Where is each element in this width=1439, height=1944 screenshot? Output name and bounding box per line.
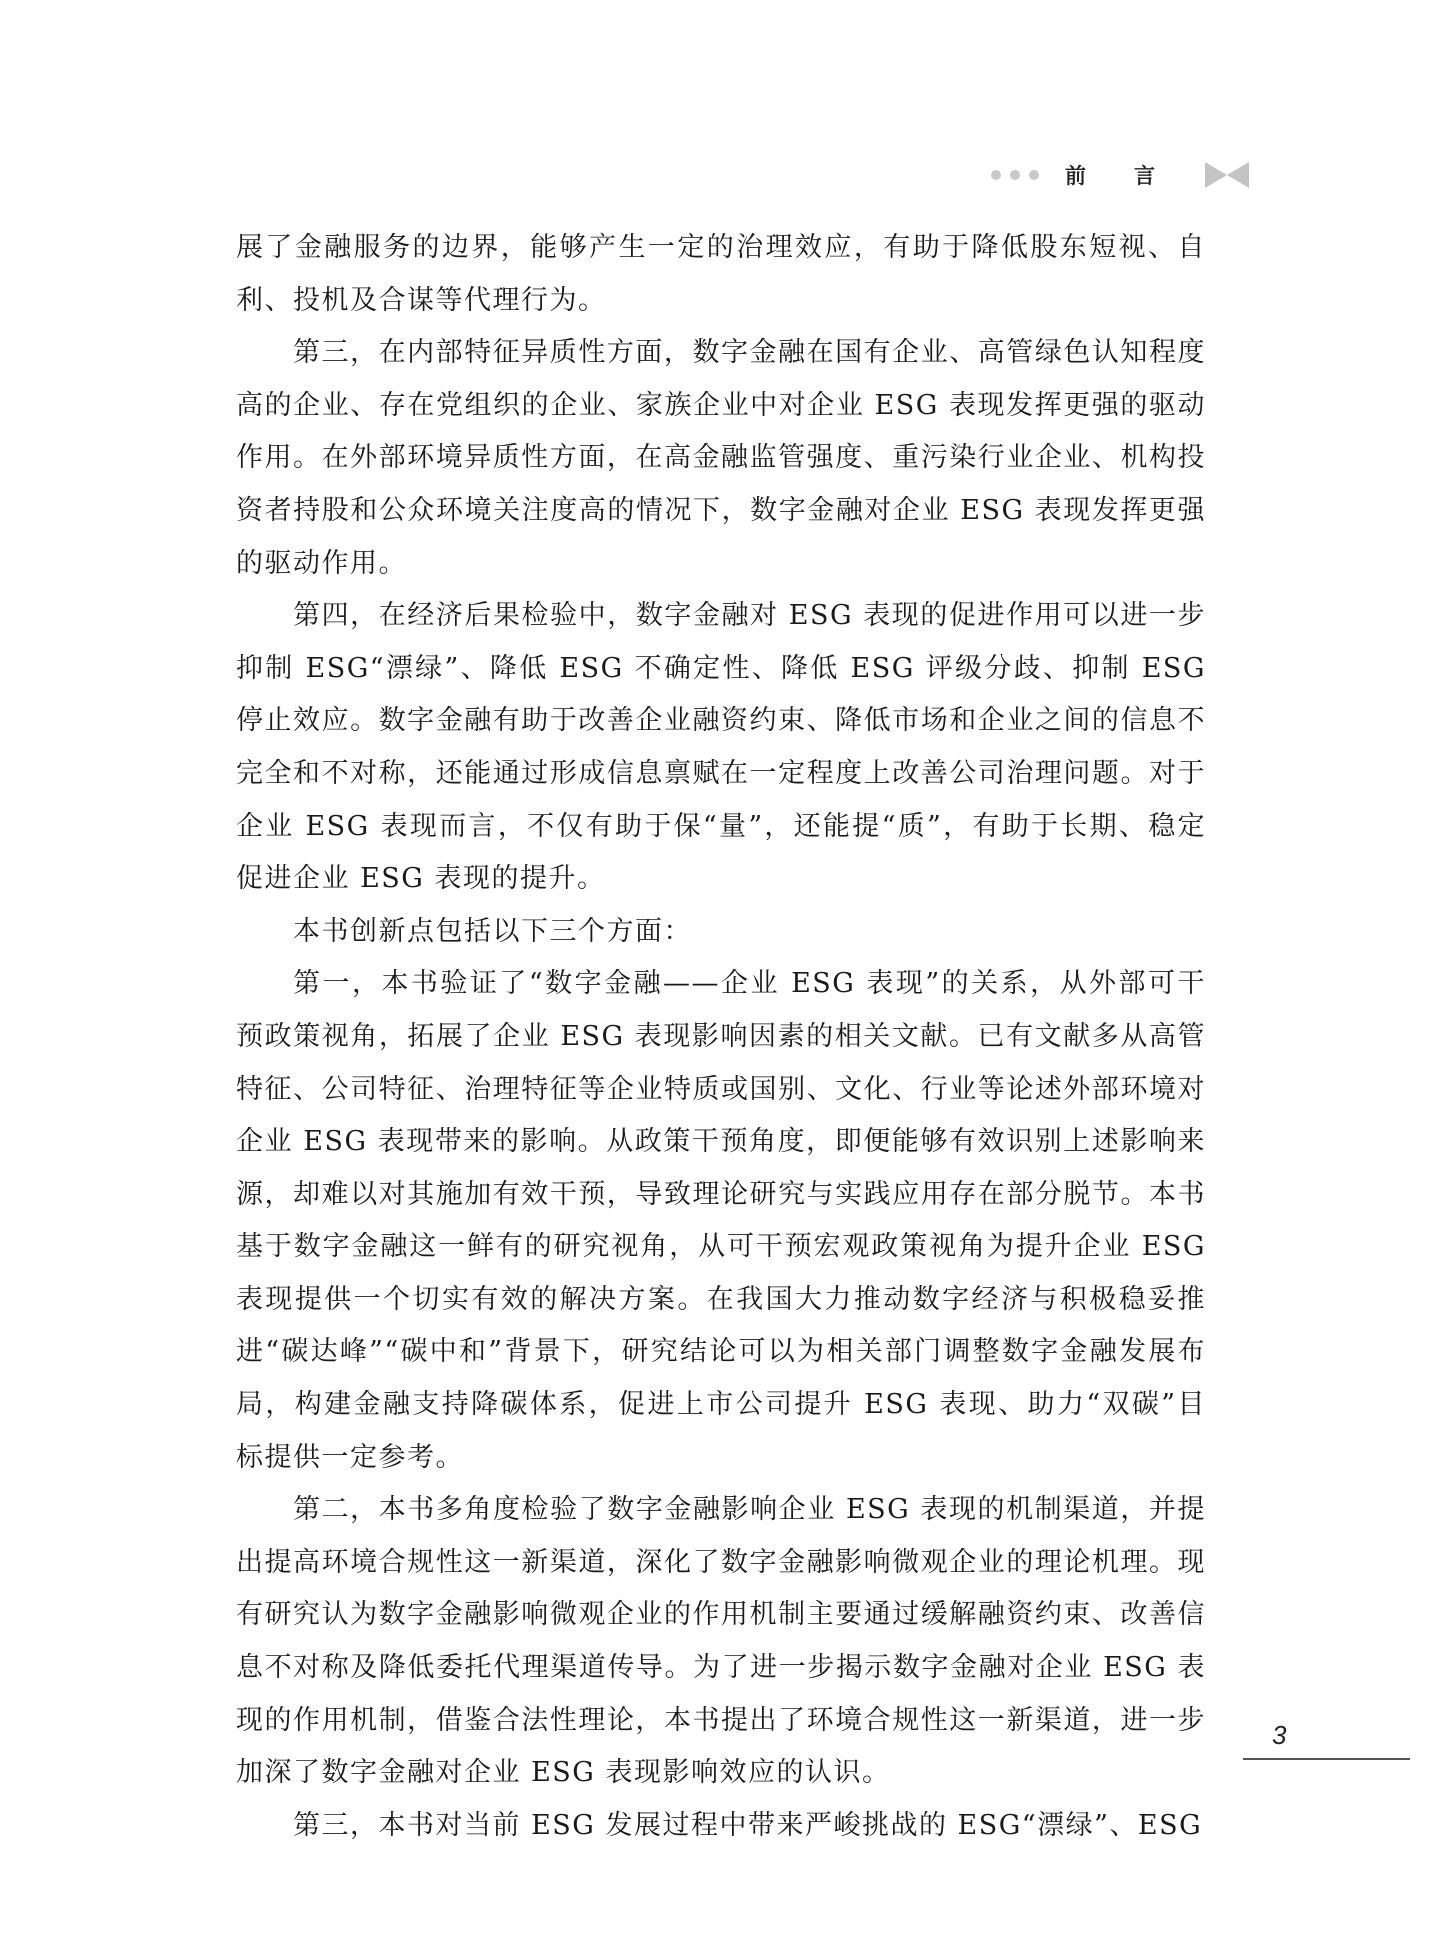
paragraph-economic-consequences: 第四，在经济后果检验中，数字金融对 ESG 表现的促进作用可以进一步抑制 ESG“漂绿”、降低 ESG 不确定性、降低 ESG 评级分歧、抑制 ESG 停止效应。数字金融有助于改善企业融资约束、降低市场和企业之间的信息不完全和不对称，还能通过形成信息禀赋在一定程度上改善公司治理问题。对于企业 ESG 表现而言，不仅有助于保“量”，还能提“质”，有助于长期、稳定促进企业 ESG 表现的提升。 xyxy=(236,600,1206,895)
page-number: 3 xyxy=(1272,1720,1287,1750)
running-title: 前言 xyxy=(1065,164,1203,188)
header-dot xyxy=(1010,170,1020,180)
paragraph-innovations-intro: 本书创新点包括以下三个方面： xyxy=(293,915,692,947)
header-dots xyxy=(991,170,1039,180)
paragraph-innovation-three: 第三，本书对当前 ESG 发展过程中带来严峻挑战的 ESG“漂绿”、ESG xyxy=(293,1809,1203,1841)
paragraph-innovation-one: 第一，本书验证了“数字金融——企业 ESG 表现”的关系，从外部可干预政策视角，拓展了企业 ESG 表现影响因素的相关文献。已有文献多从高管特征、公司特征、治理特征等企业特质或国别、文化、行业等论述外部环境对企业 ESG 表现带来的影响。从政策干预角度，即便能够有效识别上述影响来源，却难以对其施加有效干预，导致理论研究与实践应用存在部分脱节。本书基于数字金融这一鲜有的研究视角，从可干预宏观政策视角为提升企业 ESG 表现提供一个切实有效的解决方案。在我国大力推动数字经济与积极稳妥推进“碳达峰”“碳中和”背景下，研究结论可以为相关部门调整数字金融发展布局，构建金融支持降碳体系，促进上市公司提升 ESG 表现、助力“双碳”目标提供一定参考。 xyxy=(236,968,1206,1473)
body-text xyxy=(236,222,1206,1852)
page-number-rule xyxy=(1243,1758,1410,1760)
paragraph-innovation-two: 第二，本书多角度检验了数字金融影响企业 ESG 表现的机制渠道，并提出提高环境合规性这一新渠道，深化了数字金融影响微观企业的理论机理。现有研究认为数字金融影响微观企业的作用机制主要通过缓解融资约束、改善信息不对称及降低委托代理渠道传导。为了进一步揭示数字金融对企业 ESG 表现的作用机制，借鉴合法性理论，本书提出了环境合规性这一新渠道，进一步加深了数字金融对企业 ESG 表现影响效应的认识。 xyxy=(236,1494,1206,1789)
bowtie-ornament-icon xyxy=(1205,162,1249,188)
running-header xyxy=(991,160,1249,190)
header-dot xyxy=(991,170,1001,180)
header-dot xyxy=(1029,170,1039,180)
paragraph-continuation: 展了金融服务的边界，能够产生一定的治理效应，有助于降低股东短视、自利、投机及合谋等代理行为。 xyxy=(236,232,1206,316)
paragraph-heterogeneity: 第三，在内部特征异质性方面，数字金融在国有企业、高管绿色认知程度高的企业、存在党组织的企业、家族企业中对企业 ESG 表现发挥更强的驱动作用。在外部环境异质性方面，在高金融监管强度、重污染行业企业、机构投资者持股和公众环境关注度高的情况下，数字金融对企业 ESG 表现发挥更强的驱动作用。 xyxy=(236,337,1206,579)
